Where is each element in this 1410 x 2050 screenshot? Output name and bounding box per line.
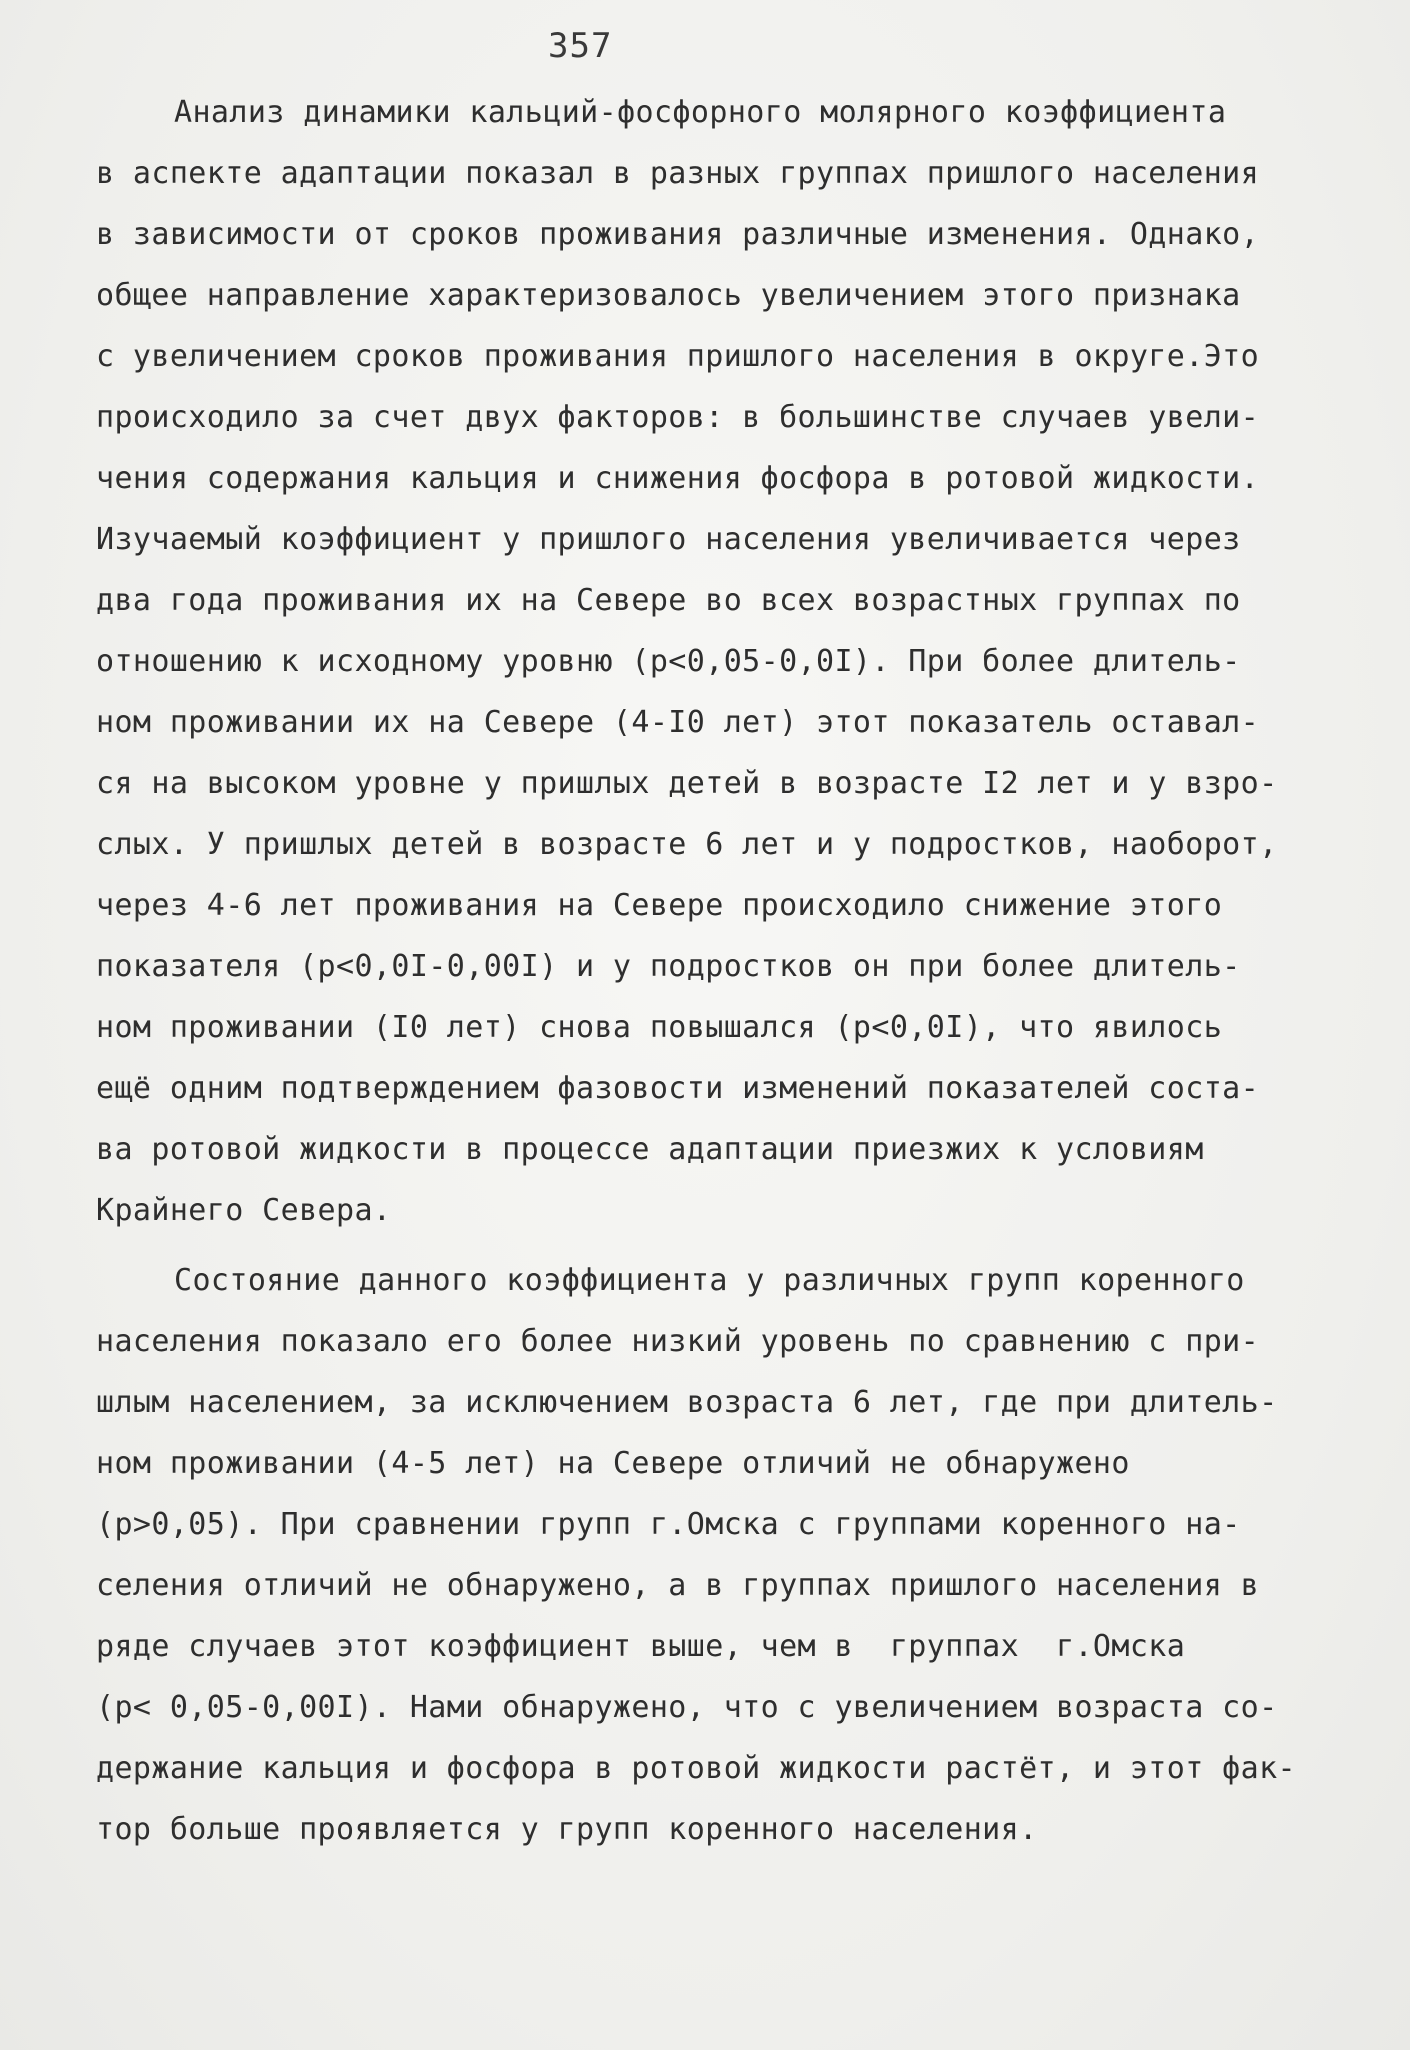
paragraph-1 bbox=[96, 82, 1336, 1241]
text-line: чения содержания кальция и снижения фосфора в ротовой жидкости. bbox=[96, 461, 1260, 496]
text-line: слых. У пришлых детей в возрасте 6 лет и у подростков, наоборот, bbox=[96, 827, 1278, 862]
text-line: два года проживания их на Севере во всех возрастных группах по bbox=[96, 583, 1241, 618]
page-number: 357 bbox=[548, 26, 613, 66]
text-line: общее направление характеризовалось увеличением этого признака bbox=[96, 278, 1241, 313]
text-line: показателя (p<0,0I-0,00I) и у подростков он при более длитель- bbox=[96, 949, 1241, 984]
text-line: ва ротовой жидкости в процессе адаптации приезжих к условиям bbox=[96, 1132, 1204, 1167]
text-line: ся на высоком уровне у пришлых детей в возрасте I2 лет и у взро- bbox=[96, 766, 1278, 801]
text-line: ещё одним подтверждением фазовости изменений показателей соста- bbox=[96, 1071, 1260, 1106]
text-line: Состояние данного коэффициента у различных групп коренного bbox=[174, 1263, 1245, 1298]
text-line: через 4-6 лет проживания на Севере происходило снижение этого bbox=[96, 888, 1223, 923]
text-line: Крайнего Севера. bbox=[96, 1193, 392, 1228]
text-line: в зависимости от сроков проживания различные изменения. Однако, bbox=[96, 217, 1260, 252]
text-line: шлым населением, за исключением возраста 6 лет, где при длитель- bbox=[96, 1385, 1278, 1420]
text-line: с увеличением сроков проживания пришлого населения в округе.Это bbox=[96, 339, 1260, 374]
text-line: Анализ динамики кальций-фосфорного молярного коэффициента bbox=[174, 95, 1227, 130]
text-line: в аспекте адаптации показал в разных группах пришлого населения bbox=[96, 156, 1260, 191]
text-line: (p< 0,05-0,00I). Нами обнаружено, что с увеличением возраста со- bbox=[96, 1690, 1278, 1725]
paragraph-2 bbox=[96, 1250, 1336, 1860]
text-line: ном проживании (I0 лет) снова повышался (p<0,0I), что явилось bbox=[96, 1010, 1223, 1045]
text-line: (p>0,05). При сравнении групп г.Омска с группами коренного на- bbox=[96, 1507, 1241, 1542]
text-line: ряде случаев этот коэффициент выше, чем в группах г.Омска bbox=[96, 1629, 1186, 1664]
text-line: ном проживании их на Севере (4-I0 лет) этот показатель оставал- bbox=[96, 705, 1260, 740]
text-line: происходило за счет двух факторов: в большинстве случаев увели- bbox=[96, 400, 1260, 435]
text-line: держание кальция и фосфора в ротовой жидкости растёт, и этот фак- bbox=[96, 1751, 1296, 1786]
text-line: ном проживании (4-5 лет) на Севере отличий не обнаружено bbox=[96, 1446, 1130, 1481]
text-line: Изучаемый коэффициент у пришлого населения увеличивается через bbox=[96, 522, 1241, 557]
text-line: селения отличий не обнаружено, а в группах пришлого населения в bbox=[96, 1568, 1260, 1603]
text-line: отношению к исходному уровню (p<0,05-0,0I). При более длитель- bbox=[96, 644, 1241, 679]
text-line: тор больше проявляется у групп коренного населения. bbox=[96, 1812, 1038, 1847]
text-line: населения показало его более низкий уровень по сравнению с при- bbox=[96, 1324, 1260, 1359]
